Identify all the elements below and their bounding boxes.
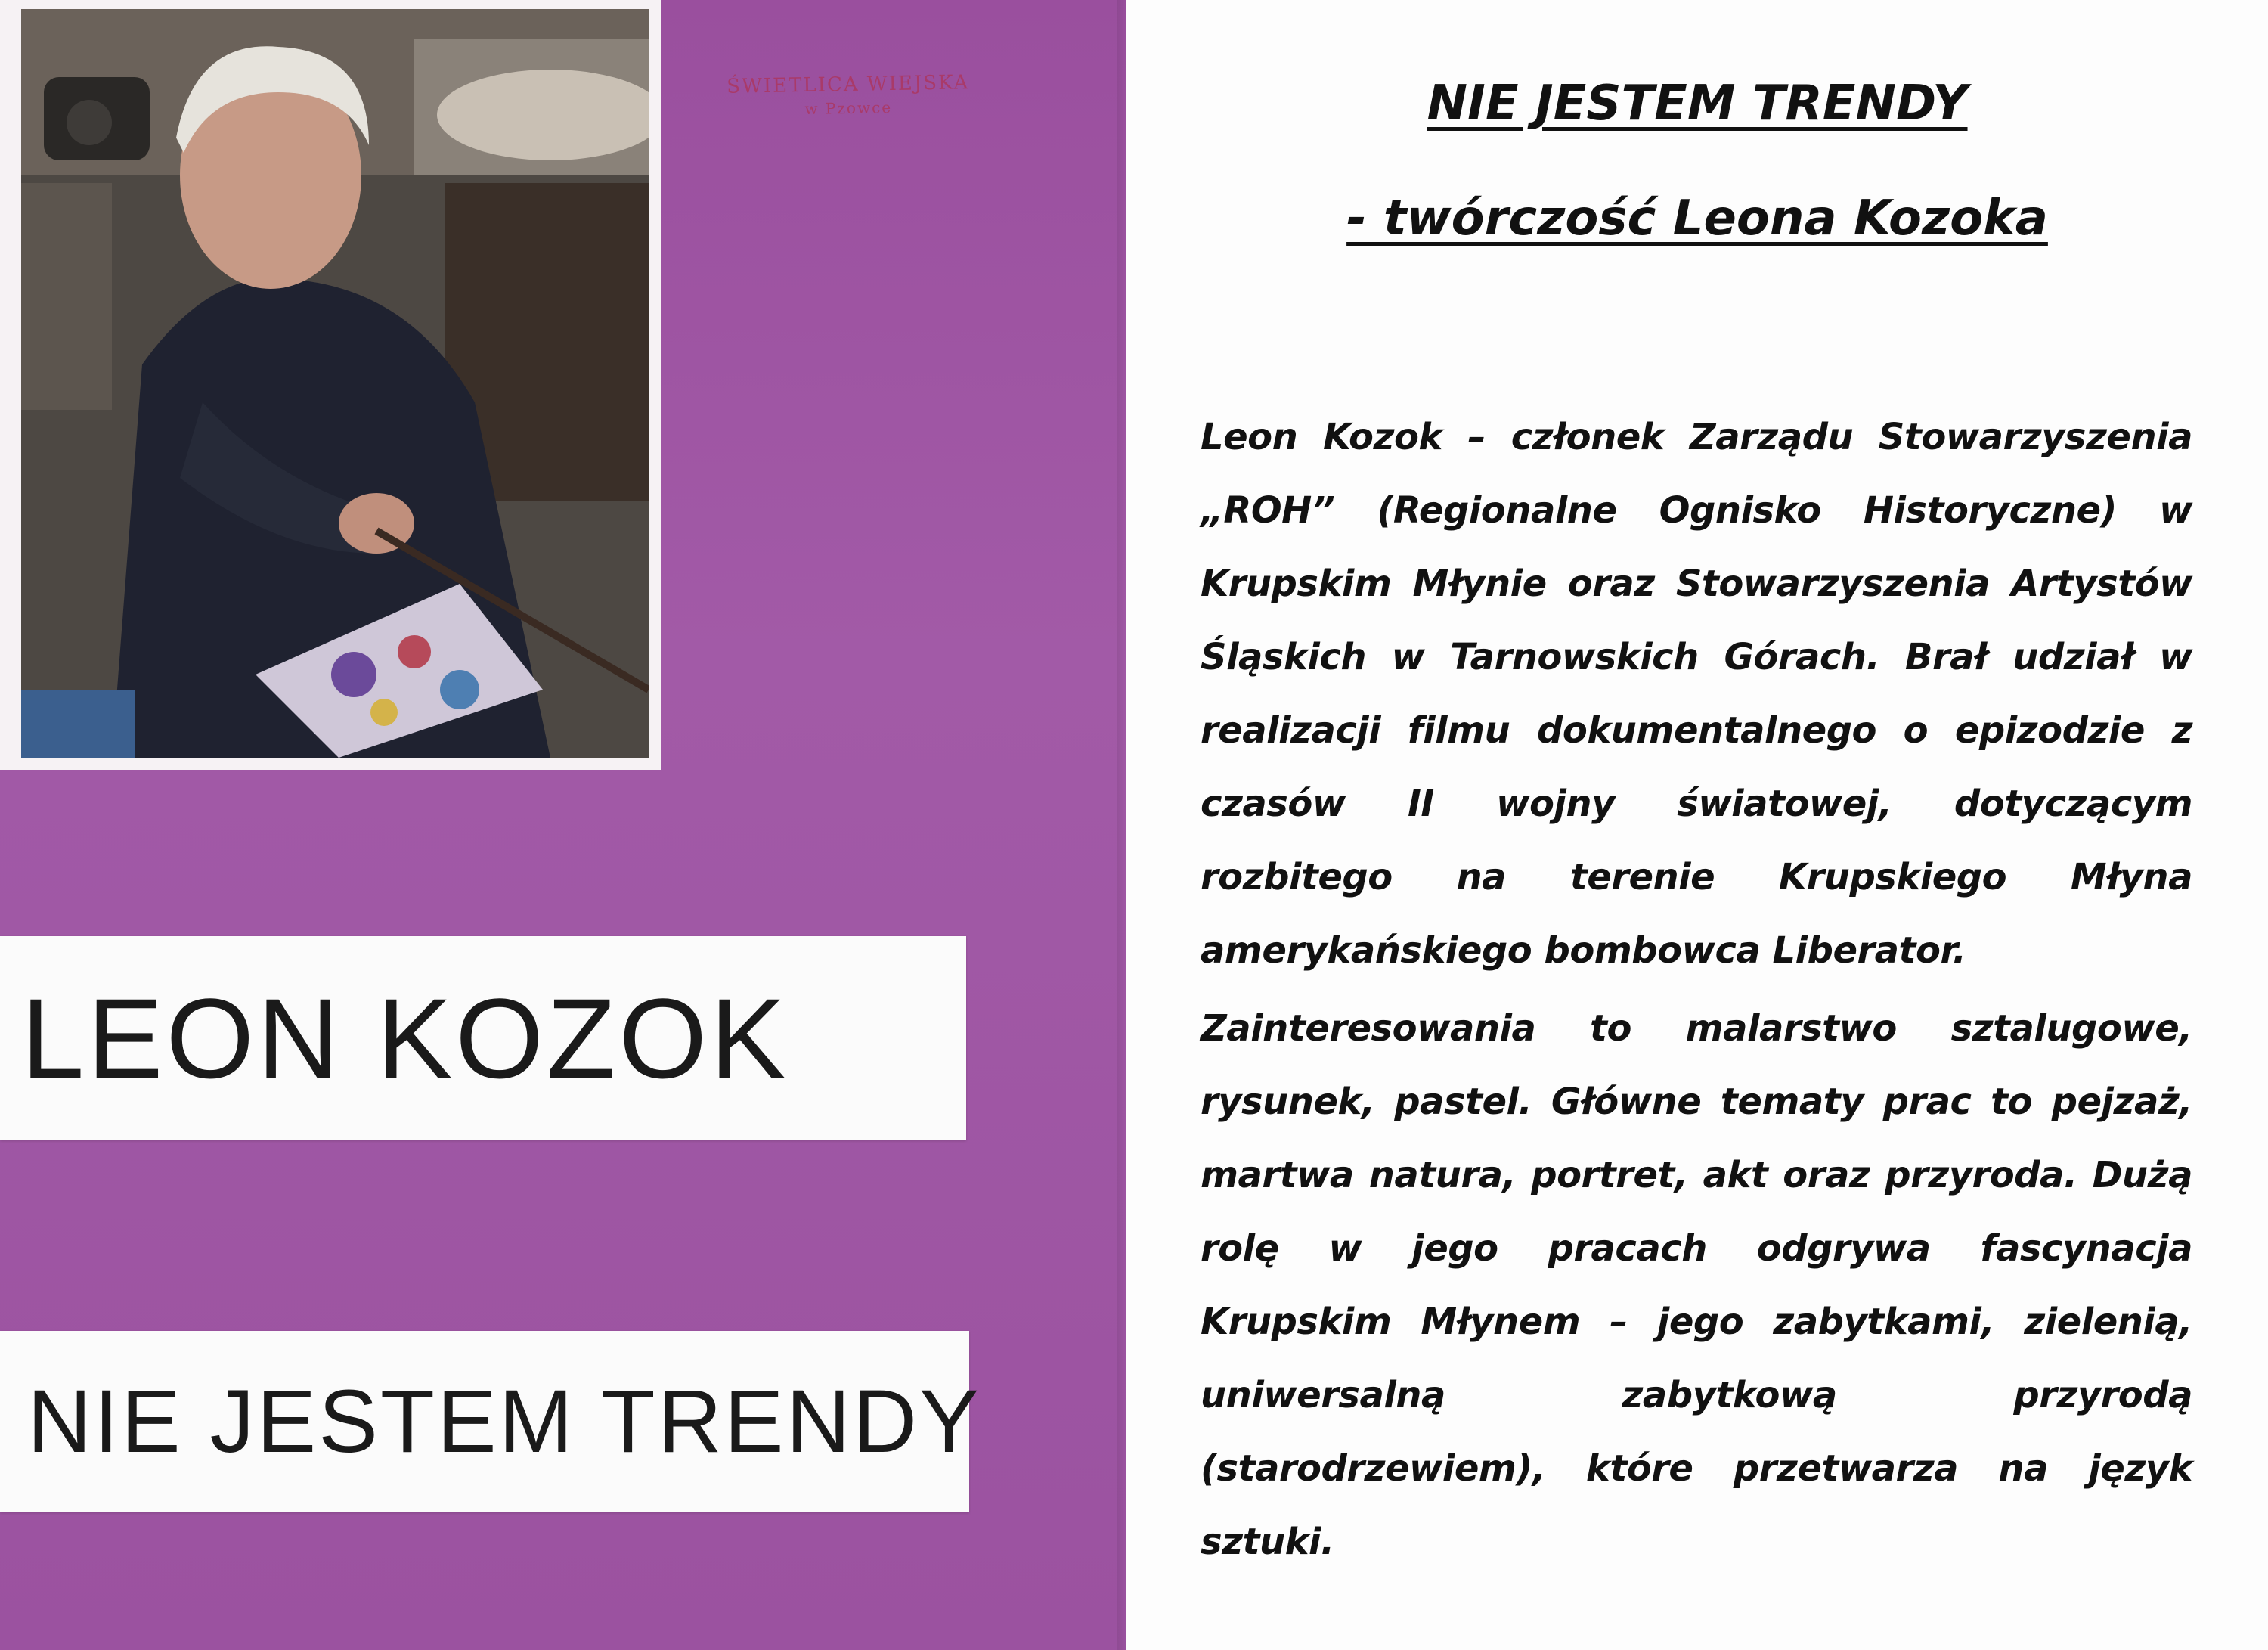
cover-edge-shadow xyxy=(1117,0,1126,1650)
exhibition-title-label xyxy=(0,1331,981,1512)
stamp-line-1: ŚWIETLICA WIEJSKA xyxy=(727,71,970,98)
page-title xyxy=(1126,76,2268,132)
interests-paragraph: Zainteresowania to malarstwo sztalugowe, rysunek, pastel. Główne tematy prac to pejzaż, martwa natura, portret, akt oraz przyroda. Dużą rolę w jego pracach odgrywa fascynacja Krupskim Młynem – jego zabytkami, zielenią, uniwersalną zabytkową przyrodą (starodrzewiem), które przetwarza na język sztuki. xyxy=(1201,1007,2192,1563)
page-title-text: NIE JESTEM TRENDY xyxy=(1427,76,1968,132)
exhibition-title-text: NIE JESTEM TRENDY xyxy=(27,1372,981,1472)
page-subtitle-text: - twórczość Leona Kozoka xyxy=(1346,191,2048,247)
text-page xyxy=(1126,0,2268,1650)
artist-photo-illustration xyxy=(21,9,649,758)
stamp-line-2: w Pzowce xyxy=(804,98,893,118)
artist-name-label xyxy=(0,936,966,1140)
library-stamp xyxy=(689,70,1008,120)
cover-panel xyxy=(0,0,1126,1650)
photo-frame xyxy=(0,0,662,770)
artist-photo xyxy=(21,9,649,758)
page-subtitle xyxy=(1126,191,2268,247)
biography-paragraph: Leon Kozok – członek Zarządu Stowarzyszenia „ROH” (Regionalne Ognisko Historyczne) w Krupskim Młynie oraz Stowarzyszenia Artystów Śląskich w Tarnowskich Górach. Brał udział w realizacji filmu dokumentalnego o epizodzie z czasów II wojny światowej, dotyczącym rozbitego na terenie Krupskiego Młyna amerykańskiego bombowca Liberator. xyxy=(1201,416,2192,972)
artist-name-text: LEON KOZOK xyxy=(21,974,789,1102)
